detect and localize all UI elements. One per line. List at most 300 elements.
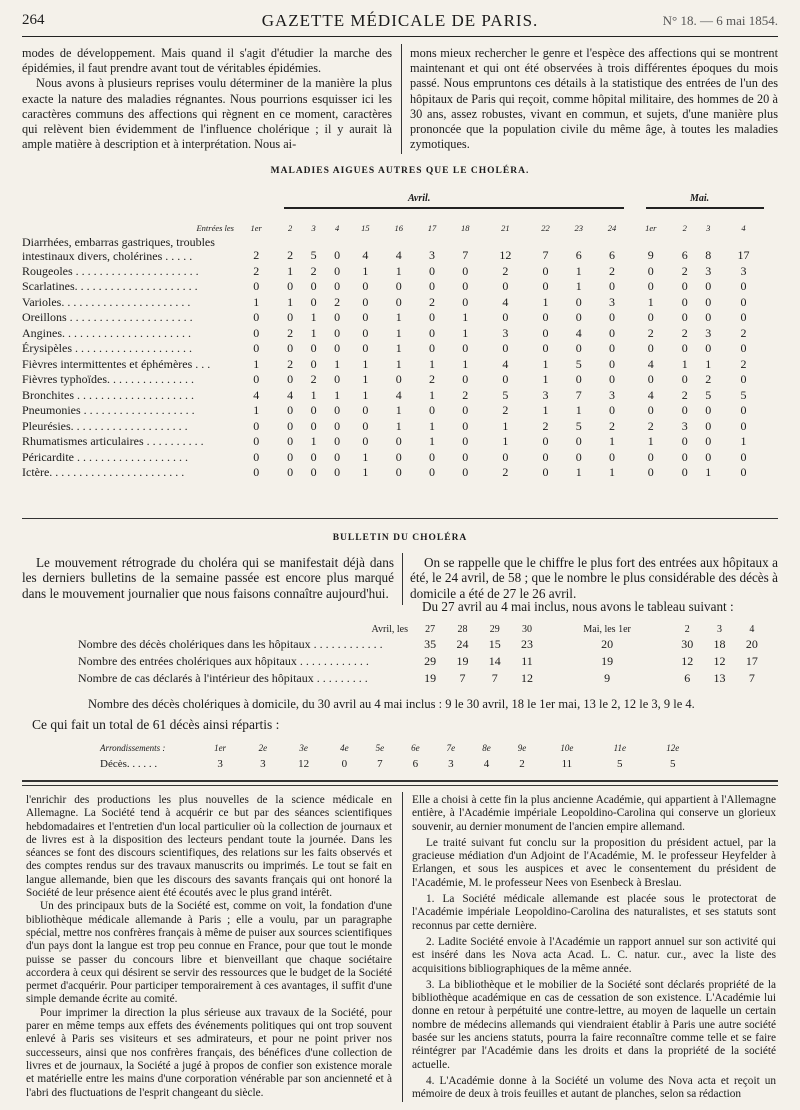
case-count: 1 <box>395 341 402 355</box>
case-count: 0 <box>608 372 615 386</box>
table-row <box>22 434 767 450</box>
paragraph: modes de développement. Mais quand il s'agit d'étudier la marche des épidémies, il faut prendre avant tout de véritables épidémies. <box>22 46 392 76</box>
entries-label: Entrées les <box>196 223 234 233</box>
day-header: 4 <box>749 623 755 635</box>
disease-label: Rhumatismes articulaires . . . . . . . . . . <box>22 434 204 448</box>
case-count: 2 <box>462 387 469 402</box>
case-count: 4 <box>362 248 369 262</box>
count-cell: 20 <box>745 637 758 651</box>
day-header: 15 <box>361 223 370 233</box>
case-count: 8 <box>705 248 712 262</box>
case-count: 0 <box>647 341 654 355</box>
case-count: 0 <box>681 294 688 309</box>
count-cell: 17 <box>745 654 758 668</box>
disease-label: Bronchites . . . . . . . . . . . . . . . . . . . . <box>22 387 194 402</box>
case-count: 0 <box>740 372 747 386</box>
page-number: 264 <box>22 12 45 28</box>
section-divider <box>22 780 778 782</box>
disease-label: Scarlatines. . . . . . . . . . . . . . . . . . . . . <box>22 279 198 293</box>
case-count: 6 <box>608 248 615 262</box>
case-count: 0 <box>310 449 317 464</box>
case-count: 0 <box>575 341 582 355</box>
paragraph: l'enrichir des productions les plus nouvelles de la science médicale en Allemagne. La Société tend à acquérir ce but par des séances scientifiques hebdomadaires et l'entretien d'un local particulier où la collection de journaux et de livres est à la disposition des lecteurs pendant toute la journée. Dans les séances se font des discours scientifiques, des relations sur les faits observés et des comptes rendus sur des travaux manuscrits ou imprimés. Le tout se fait en langue allemande, bien que les discours des savants français qui ont honoré la Société de leur présence aient été écoutés avec le plus grand intérêt. <box>26 794 392 900</box>
case-count: 0 <box>310 279 317 293</box>
case-count: 0 <box>502 449 509 464</box>
case-count: 0 <box>542 263 549 278</box>
count-cell: 12 <box>521 671 534 685</box>
arr-header: 12e <box>666 743 680 753</box>
case-count: 0 <box>681 372 688 386</box>
case-count: 0 <box>310 356 317 371</box>
case-count: 5 <box>575 418 582 433</box>
disease-label: Pneumonies . . . . . . . . . . . . . . . . . . . <box>22 403 195 417</box>
case-count: 3 <box>502 325 509 340</box>
table-row <box>22 387 767 403</box>
deces-value: 5 <box>670 758 676 770</box>
case-count: 2 <box>740 325 747 340</box>
case-count: 0 <box>362 403 369 417</box>
arr-header: 1er <box>214 743 227 753</box>
cholera-table <box>78 622 768 687</box>
case-count: 0 <box>310 403 317 417</box>
case-count: 1 <box>647 434 654 448</box>
case-count: 0 <box>253 325 260 340</box>
case-count: 0 <box>647 372 654 386</box>
table-header-row <box>22 220 767 233</box>
case-count: 0 <box>462 294 469 309</box>
case-count: 1 <box>362 356 369 371</box>
case-count: 1 <box>542 372 549 386</box>
table-row <box>22 233 767 263</box>
case-count: 0 <box>334 449 341 464</box>
arr-header: 11e <box>613 743 626 753</box>
day-header: 4 <box>334 223 340 233</box>
case-count: 0 <box>462 279 469 293</box>
paragraph: mons mieux rechercher le genre et l'espèce des affections qui se montrent maintenant et qui ont été observées à trois différentes époques du mois passé. Nous empruntons ces détails à la statistique des entrées de l'un des hôpitaux de Paris qui reçoit, comme hôpital militaire, des hommes de 20 à 30 ans, assez robustes, vivant en commun, et sujets, d'une manière plus prononcée que la population civile du même âge, à toutes les maladies zymotiques. <box>410 46 778 152</box>
case-count: 2 <box>681 325 688 340</box>
case-count: 1 <box>395 356 402 371</box>
disease-label: Fièvres typhoïdes. . . . . . . . . . . . . . . <box>22 372 194 386</box>
day-header: 1er <box>250 223 262 233</box>
case-count: 2 <box>502 465 509 479</box>
case-count: 1 <box>362 387 369 402</box>
case-count: 0 <box>428 403 435 417</box>
case-count: 0 <box>542 279 549 293</box>
case-count: 1 <box>705 465 712 479</box>
disease-label: Rougeoles . . . . . . . . . . . . . . . . . . . . . <box>22 263 199 278</box>
case-count: 0 <box>740 341 747 355</box>
case-count: 5 <box>310 248 317 262</box>
case-count: 0 <box>362 325 369 340</box>
table-row <box>22 279 767 295</box>
cholera-rows <box>78 636 768 687</box>
table-row <box>22 403 767 419</box>
case-count: 0 <box>542 325 549 340</box>
table-row <box>78 653 768 670</box>
count-cell: 9 <box>604 671 611 685</box>
case-count: 0 <box>502 310 509 324</box>
case-count: 1 <box>253 403 260 417</box>
arr-header: 6e <box>411 743 420 753</box>
count-cell: 19 <box>456 654 469 668</box>
table-row <box>22 465 767 481</box>
case-count: 1 <box>542 403 549 417</box>
disease-label: Pleurésies. . . . . . . . . . . . . . . . . . . . <box>22 418 188 433</box>
day-header: 30 <box>522 623 533 635</box>
bulletin-left-column <box>22 555 394 601</box>
case-count: 0 <box>428 310 435 324</box>
case-count: 3 <box>705 263 712 278</box>
case-count: 0 <box>740 418 747 433</box>
case-count: 0 <box>542 310 549 324</box>
case-count: 1 <box>428 418 435 433</box>
case-count: 0 <box>334 418 341 433</box>
paragraph: Le traité suivant fut conclu sur la proposition du président actuel, par la gracieuse médiation d'un Adjoint de l'Académie, M. le professeur Heyfelder à Erlangen, et sous les auspices et avec le consentement du président de l'Académie, M. le professeur Nees von Esenbeck à Breslau. <box>412 836 776 889</box>
top-left-column <box>22 46 392 152</box>
count-cell: 29 <box>424 654 437 668</box>
case-count: 0 <box>647 310 654 324</box>
case-count: 0 <box>253 434 260 448</box>
table-row <box>78 670 768 687</box>
article-3: 3. La bibliothèque et le mobilier de la Société sont déclarés propriété de la bibliothèque académique en cas de cessation de son existence. L'Académie lui donne en retour à perpétuité une contre-lettre, au moyen de laquelle un certain nombre de médecins allemands qui viendraient établir à Paris une autre société basée sur les anciens statuts, pourra la faire reconnaître comme telle et se faire réintégrer par l'Académie dans les droits et dans la propriété de la société actuelle. <box>412 978 776 1071</box>
deces-value: 3 <box>260 758 266 770</box>
count-cell: 7 <box>748 671 755 685</box>
issue-date: N° 18. — 6 mai 1854. <box>662 13 778 28</box>
day-header: 2 <box>682 223 687 233</box>
case-count: 0 <box>287 418 294 433</box>
deces-value: 5 <box>617 758 623 770</box>
case-count: 3 <box>705 325 712 340</box>
day-header: 21 <box>501 223 510 233</box>
disease-label: Angines. . . . . . . . . . . . . . . . . . . . . . <box>22 325 191 340</box>
case-count: 0 <box>647 403 654 417</box>
day-header: 1er <box>645 223 657 233</box>
table-header-row <box>78 622 768 636</box>
day-header: 3 <box>706 223 711 233</box>
case-count: 0 <box>502 372 509 386</box>
count-cell: 19 <box>601 654 614 668</box>
case-count: 0 <box>362 341 369 355</box>
day-header: 2 <box>288 223 293 233</box>
case-count: 0 <box>740 465 747 479</box>
column-divider <box>401 44 402 154</box>
case-count: 0 <box>575 434 582 448</box>
case-count: 9 <box>647 248 654 262</box>
case-count: 1 <box>740 434 747 448</box>
case-count: 1 <box>462 325 469 340</box>
table-row <box>22 325 767 341</box>
bottom-right-column <box>412 794 776 1105</box>
case-count: 2 <box>740 356 747 371</box>
table-row <box>22 263 767 279</box>
case-count: 7 <box>542 248 549 262</box>
count-cell: 20 <box>601 637 614 651</box>
case-count: 0 <box>608 449 615 464</box>
arr-header: 8e <box>482 743 491 753</box>
case-count: 1 <box>395 263 402 278</box>
case-count: 1 <box>362 372 369 386</box>
case-count: 0 <box>428 325 435 340</box>
case-count: 0 <box>647 465 654 479</box>
arr-label: Arrondissements : <box>100 743 166 753</box>
case-count: 1 <box>542 294 549 309</box>
case-count: 2 <box>253 248 260 262</box>
case-count: 0 <box>310 465 317 479</box>
arr-header: 10e <box>560 743 574 753</box>
count-cell: 30 <box>681 637 694 651</box>
case-count: 1 <box>287 263 294 278</box>
case-count: 0 <box>395 294 402 309</box>
maladies-table-title: MALADIES AIGUES AUTRES QUE LE CHOLÉRA. <box>270 166 530 176</box>
case-count: 2 <box>287 356 294 371</box>
case-count: 1 <box>575 465 582 479</box>
day-header: 16 <box>394 223 403 233</box>
case-count: 2 <box>542 418 549 433</box>
case-count: 1 <box>395 325 402 340</box>
case-count: 0 <box>542 465 549 479</box>
case-count: 2 <box>287 248 294 262</box>
case-count: 0 <box>705 403 712 417</box>
case-count: 0 <box>681 449 688 464</box>
case-count: 0 <box>681 341 688 355</box>
paragraph: Un des principaux buts de la Société est, comme on voit, la fondation d'une bibliothèque médicale allemande à Paris ; elle a voulu, par un paragraphe spécial, mettre nos confrères français à même de puiser aux sources scientifiques d'un pays dont la langue est trop peu connue en France, pour que tout le monde puisse se passer du concours libre et bienveillant que chaque sociétaire accordera à ceux qui désirent se servir des ressources que le budget de la Société permet d'acquérir. Pour participer temporairement à ces avantages, il suffit d'une simple demande écrite au comité. <box>26 900 392 1006</box>
case-count: 1 <box>362 465 369 479</box>
case-count: 0 <box>462 449 469 464</box>
case-count: 0 <box>705 294 712 309</box>
case-count: 0 <box>428 449 435 464</box>
case-count: 7 <box>462 248 469 262</box>
table-row <box>22 341 767 357</box>
count-cell: 15 <box>488 637 501 651</box>
arr-header: 5e <box>375 743 385 753</box>
case-count: 0 <box>740 403 747 417</box>
case-count: 0 <box>310 294 317 309</box>
case-count: 0 <box>253 310 260 324</box>
arrondissement-table <box>100 740 700 772</box>
day-header: 23 <box>574 223 583 233</box>
case-count: 0 <box>647 279 654 293</box>
disease-label: Oreillons . . . . . . . . . . . . . . . . . . . . . <box>22 310 193 324</box>
deces-value: 11 <box>561 758 573 770</box>
case-count: 0 <box>428 279 435 293</box>
case-count: 7 <box>575 387 582 402</box>
case-count: 2 <box>647 325 654 340</box>
top-right-column <box>410 46 778 152</box>
case-count: 0 <box>253 372 260 386</box>
case-count: 1 <box>502 434 509 448</box>
case-count: 2 <box>253 263 260 278</box>
case-count: 0 <box>428 465 435 479</box>
case-count: 1 <box>334 356 341 371</box>
case-count: 2 <box>334 294 341 309</box>
case-count: 0 <box>310 418 317 433</box>
case-count: 1 <box>462 356 469 371</box>
case-count: 0 <box>362 279 369 293</box>
total-line: Ce qui fait un total de 61 décès ainsi répartis : <box>32 717 280 732</box>
deces-value: 4 <box>483 758 490 770</box>
case-count: 1 <box>705 356 712 371</box>
case-count: 0 <box>362 294 369 309</box>
month-label-april: Avril. <box>408 193 431 204</box>
article-1: 1. La Société médicale allemande est placée sous le protectorat de l'Académie impériale Leopoldino-Carolina des naturalistes, et ses statuts sont reconnus par cette dernière. <box>412 893 776 932</box>
case-count: 1 <box>362 449 369 464</box>
column-divider <box>402 792 403 1102</box>
case-count: 0 <box>334 341 341 355</box>
case-count: 0 <box>287 372 294 386</box>
case-count: 4 <box>253 387 260 402</box>
count-cell: 18 <box>713 637 726 651</box>
case-count: 1 <box>462 310 469 324</box>
page-header <box>22 10 778 37</box>
day-header: 24 <box>607 223 617 233</box>
case-count: 0 <box>334 434 341 448</box>
case-count: 0 <box>334 310 341 324</box>
case-count: 0 <box>395 434 402 448</box>
paragraph: On se rappelle que le chiffre le plus fort des entrées aux hôpitaux a été, le 24 avril, de 58 ; que le nombre le plus considérable des décès à domicile a été de 27 le 26 avril. <box>410 555 778 601</box>
case-count: 0 <box>575 294 582 309</box>
count-cell: 12 <box>681 654 694 668</box>
case-count: 0 <box>362 434 369 448</box>
bulletin-right-column <box>410 555 778 601</box>
april-header: Avril, les <box>371 623 408 635</box>
case-count: 2 <box>428 294 435 309</box>
row-label: Nombre des décès cholériques dans les hôpitaux . . . . . . . . . . . . <box>78 637 383 651</box>
case-count: 1 <box>310 434 317 448</box>
case-count: 0 <box>608 310 615 324</box>
case-count: 0 <box>502 279 509 293</box>
arr-header: 2e <box>258 743 268 753</box>
case-count: 0 <box>647 263 654 278</box>
case-count: 0 <box>334 403 341 417</box>
article-2: 2. Ladite Société envoie à l'Académie un rapport annuel sur son activité qui est inséré dans les Nova acta Acad. L. C. natur. cur., avec la liste des acquisitions bibliographiques de la même année. <box>412 935 776 975</box>
arr-header: 7e <box>446 743 456 753</box>
day-header: 27 <box>425 623 436 635</box>
case-count: 1 <box>575 263 582 278</box>
case-count: 1 <box>253 294 260 309</box>
case-count: 2 <box>502 263 509 278</box>
paragraph: Pour imprimer la direction la plus sérieuse aux travaux de la Société, pour parer en même temps aux effets des événements politiques qui ont trop souvent enlevé à Paris ses visiteurs et ses admirateurs, et pour ne point priver nos successeurs, ainsi que nos confrères français, des bénéfices d'une collection de livres et de journaux, la Société a jugé à propos de confier son existence morale et matérielle entre les mains d'une corporation vénérable par son ancienneté et à l'abri des fluctuations de l'esprit changeant du siècle. <box>26 1006 392 1099</box>
case-count: 4 <box>502 294 509 309</box>
deces-value: 2 <box>519 758 525 770</box>
case-count: 1 <box>428 356 435 371</box>
paragraph: Elle a choisi à cette fin la plus ancienne Académie, qui appartient à l'Allemagne entière, à l'Académie impériale Leopoldino-Carolina qui conserve un glorieux souvenir, au dernier monument de l'ancien empire allemand. <box>412 794 776 833</box>
case-count: 2 <box>608 263 615 278</box>
case-count: 0 <box>608 341 615 355</box>
article-4: 4. L'Académie donne à la Société un volume des Nova acta et reçoit un mémoire de deux à trois feuilles et autant de planches, selon sa rédaction <box>412 1074 776 1101</box>
case-count: 2 <box>428 372 435 386</box>
case-count: 1 <box>362 263 369 278</box>
arr-header: 3e <box>299 743 308 753</box>
arr-header: 9e <box>517 743 527 753</box>
day-header: 18 <box>460 223 470 233</box>
disease-label: Fièvres intermittentes et éphémères . . . <box>22 356 211 371</box>
case-count: 0 <box>334 465 341 479</box>
table-header-row <box>100 740 700 756</box>
count-cell: 7 <box>459 671 466 685</box>
case-count: 1 <box>428 434 435 448</box>
domicile-line: Nombre des décès cholériques à domicile, du 30 avril au 4 mai inclus : 9 le 30 avril, 18 le 1er mai, 13 le 2, 12 le 3, 9 le 4. <box>88 697 695 711</box>
day-header: 3 <box>716 623 722 635</box>
case-count: 0 <box>334 279 341 293</box>
case-count: 0 <box>253 465 260 479</box>
deces-value: 3 <box>448 758 454 770</box>
day-header: 2 <box>684 623 690 635</box>
deces-row <box>100 756 700 772</box>
deces-value: 7 <box>377 758 383 770</box>
case-count: 0 <box>395 449 402 464</box>
case-count: 0 <box>462 263 469 278</box>
count-cell: 12 <box>713 654 726 668</box>
day-header: 28 <box>457 623 468 635</box>
case-count: 2 <box>681 387 688 402</box>
case-count: 0 <box>608 325 615 340</box>
bottom-left-column <box>26 794 392 1100</box>
case-count: 4 <box>395 387 402 402</box>
section-divider <box>22 518 778 519</box>
case-count: 0 <box>705 418 712 433</box>
case-count: 6 <box>575 248 582 262</box>
case-count: 1 <box>253 356 260 371</box>
case-count: 0 <box>334 325 341 340</box>
case-count: 0 <box>287 465 294 479</box>
paragraph: Le mouvement rétrograde du choléra qui se manifestait déjà dans les derniers bulletins de la semaine passée est encore plus marqué dans le mouvement journalier que nous faisons connaître aujourd'hui. <box>22 555 394 601</box>
case-count: 1 <box>575 403 582 417</box>
case-count: 0 <box>681 434 688 448</box>
case-count: 0 <box>395 372 402 386</box>
count-cell: 7 <box>491 671 498 685</box>
case-count: 0 <box>428 263 435 278</box>
case-count: 0 <box>575 449 582 464</box>
case-count: 4 <box>287 387 294 402</box>
case-count: 0 <box>705 279 712 293</box>
case-count: 1 <box>395 418 402 433</box>
case-count: 3 <box>740 263 747 278</box>
case-count: 0 <box>310 341 317 355</box>
table-row <box>22 372 767 388</box>
case-count: 17 <box>737 248 750 262</box>
deces-label: Décès. . . . . . <box>100 758 158 770</box>
case-count: 5 <box>575 356 582 371</box>
case-count: 0 <box>608 403 615 417</box>
case-count: 3 <box>428 248 435 262</box>
case-count: 0 <box>462 341 469 355</box>
case-count: 0 <box>362 418 369 433</box>
section-divider <box>22 785 778 786</box>
case-count: 2 <box>502 403 509 417</box>
case-count: 0 <box>681 465 688 479</box>
table-row <box>22 356 767 372</box>
column-divider <box>402 553 403 605</box>
case-count: 0 <box>502 341 509 355</box>
case-count: 0 <box>681 279 688 293</box>
count-cell: 19 <box>424 671 437 685</box>
case-count: 0 <box>462 418 469 433</box>
case-count: 1 <box>502 418 509 433</box>
case-count: 5 <box>740 387 747 402</box>
case-count: 0 <box>647 449 654 464</box>
case-count: 0 <box>287 403 294 417</box>
case-count: 0 <box>287 449 294 464</box>
case-count: 2 <box>705 372 712 386</box>
case-count: 0 <box>575 372 582 386</box>
case-count: 1 <box>310 325 317 340</box>
case-count: 1 <box>395 310 402 324</box>
case-count: 0 <box>462 465 469 479</box>
case-count: 0 <box>287 279 294 293</box>
case-count: 2 <box>310 372 317 386</box>
case-count: 4 <box>395 248 402 262</box>
case-count: 0 <box>705 449 712 464</box>
